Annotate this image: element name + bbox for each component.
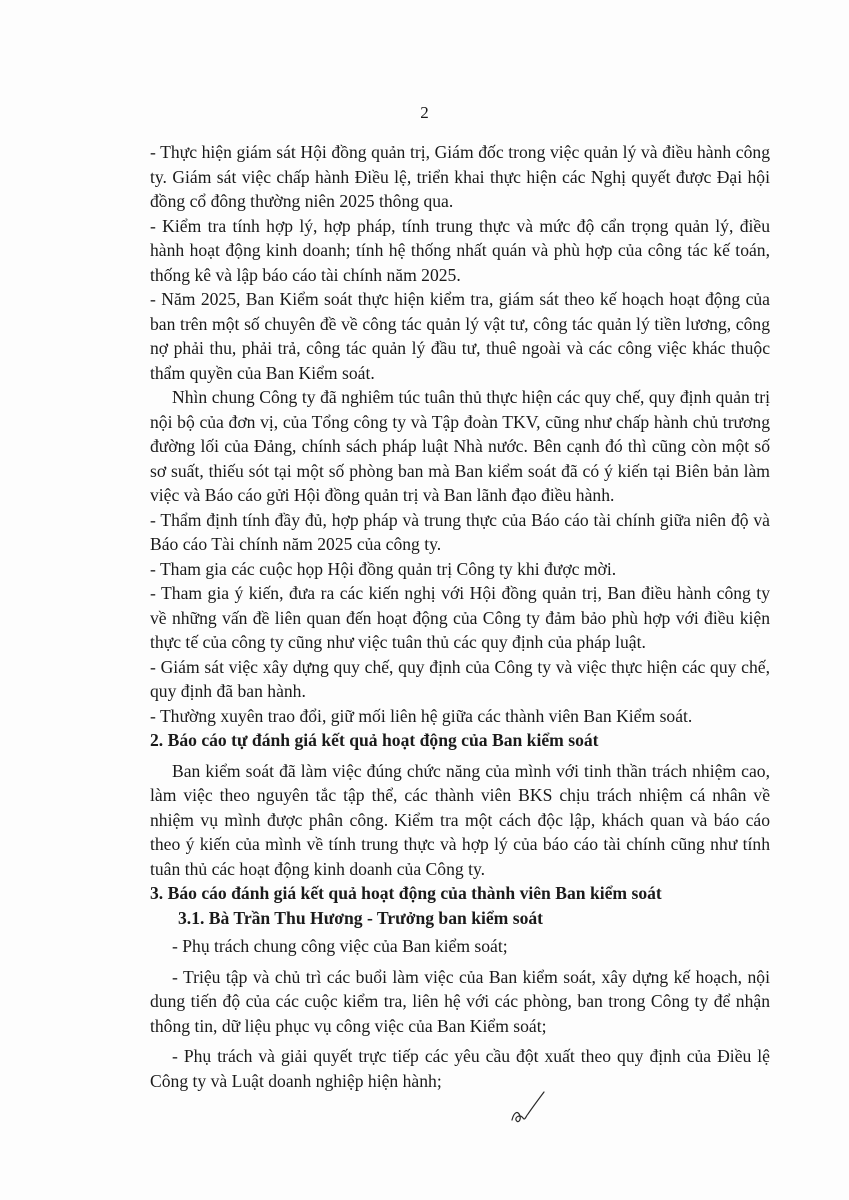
section-3-1-subheading: 3.1. Bà Trần Thu Hương - Trưởng ban kiểm soát bbox=[178, 907, 544, 928]
paragraph-check-legality: - Kiểm tra tính hợp lý, hợp pháp, tính trung thực và mức độ cẩn trọng quản lý, điều hành hoạt động kinh doanh; tính hệ thống nhất quán và phù hợp của công tác kế toán, thống kê và lập báo cáo tài chính năm 2025. bbox=[150, 215, 770, 285]
list-item-convene-meetings: - Triệu tập và chủ trì các buổi làm việc của Ban kiểm soát, xây dựng kế hoạch, nội dung tiến độ của các cuộc kiểm tra, liên hệ với các phòng, ban trong Công ty để nhận thông tin, dữ liệu phục vụ công việc của Ban Kiểm soát; bbox=[150, 966, 770, 1036]
paragraph-exchange: - Thường xuyên trao đổi, giữ mối liên hệ giữa các thành viên Ban Kiểm soát. bbox=[150, 705, 693, 726]
paragraph-recommendations: - Tham gia ý kiến, đưa ra các kiến nghị với Hội đồng quản trị, Ban điều hành công ty về những vấn đề liên quan đến hoạt động của Công ty đảm bảo phù hợp với điều kiện thực tế của công ty cũng như việc tuân thủ các quy định của pháp luật. bbox=[150, 583, 770, 652]
list-item-urgent-requests: - Phụ trách và giải quyết trực tiếp các yêu cầu đột xuất theo quy định của Điều lệ Công ty và Luật doanh nghiệp hiện hành; bbox=[150, 1046, 770, 1091]
paragraph-inspection-plan: - Năm 2025, Ban Kiểm soát thực hiện kiểm tra, giám sát theo kế hoạch hoạt động của ban trên một số chuyên đề về công tác quản lý vật tư, công tác quản lý tiền lương, công nợ phải thu, phải trả, công tác quản lý đầu tư, thuê ngoài và các công việc khác thuộc thẩm quyền của Ban Kiểm soát. bbox=[150, 289, 770, 383]
signature-mark bbox=[508, 1090, 548, 1130]
section-2-body: Ban kiểm soát đã làm việc đúng chức năng của mình với tinh thần trách nhiệm cao, làm việc theo nguyên tắc tập thể, các thành viên BKS chịu trách nhiệm cá nhân về nhiệm vụ mình được phân công. Kiểm tra một cách độc lập, khách quan và báo cáo theo ý kiến của mình về tính trung thực và hợp lý của báo cáo tài chính cũng như tính tuân thủ các hoạt động kinh doanh của Công ty. bbox=[150, 760, 770, 879]
section-2-heading: 2. Báo cáo tự đánh giá kết quả hoạt động của Ban kiểm soát bbox=[150, 730, 599, 750]
page-number: 2 bbox=[420, 103, 429, 122]
paragraph-supervise-regulations: - Giám sát việc xây dựng quy chế, quy định của Công ty và việc thực hiện các quy chế, quy định đã ban hành. bbox=[150, 656, 770, 701]
paragraph-overall-compliance: Nhìn chung Công ty đã nghiêm túc tuân thủ thực hiện các quy chế, quy định quản trị nội bộ của đơn vị, của Tổng công ty và Tập đoàn TKV, cũng như chấp hành chủ trương đường lối của Đảng, chính sách pháp luật Nhà nước. Bên cạnh đó thì cũng còn một số sơ suất, thiếu sót tại một số phòng ban mà Ban kiểm soát đã có ý kiến tại Biên bản làm việc và Báo cáo gửi Hội đồng quản trị và Ban lãnh đạo điều hành. bbox=[150, 387, 770, 505]
section-3-heading: 3. Báo cáo đánh giá kết quả hoạt động của thành viên Ban kiểm soát bbox=[150, 883, 662, 903]
document-body bbox=[150, 140, 770, 1093]
paragraph-appraise-reports: - Thẩm định tính đầy đủ, hợp pháp và trung thực của Báo cáo tài chính giữa niên độ và Báo cáo Tài chính năm 2025 của công ty. bbox=[150, 509, 770, 554]
paragraph-attend-meetings: - Tham gia các cuộc họp Hội đồng quản trị Công ty khi được mời. bbox=[150, 558, 617, 579]
list-item-general-charge: - Phụ trách chung công việc của Ban kiểm soát; bbox=[172, 936, 508, 956]
paragraph-supervise-board: - Thực hiện giám sát Hội đồng quản trị, Giám đốc trong việc quản lý và điều hành công ty. Giám sát việc chấp hành Điều lệ, triển khai thực hiện các Nghị quyết được Đại hội đồng cổ đông thường niên 2025 thông qua. bbox=[150, 142, 770, 211]
